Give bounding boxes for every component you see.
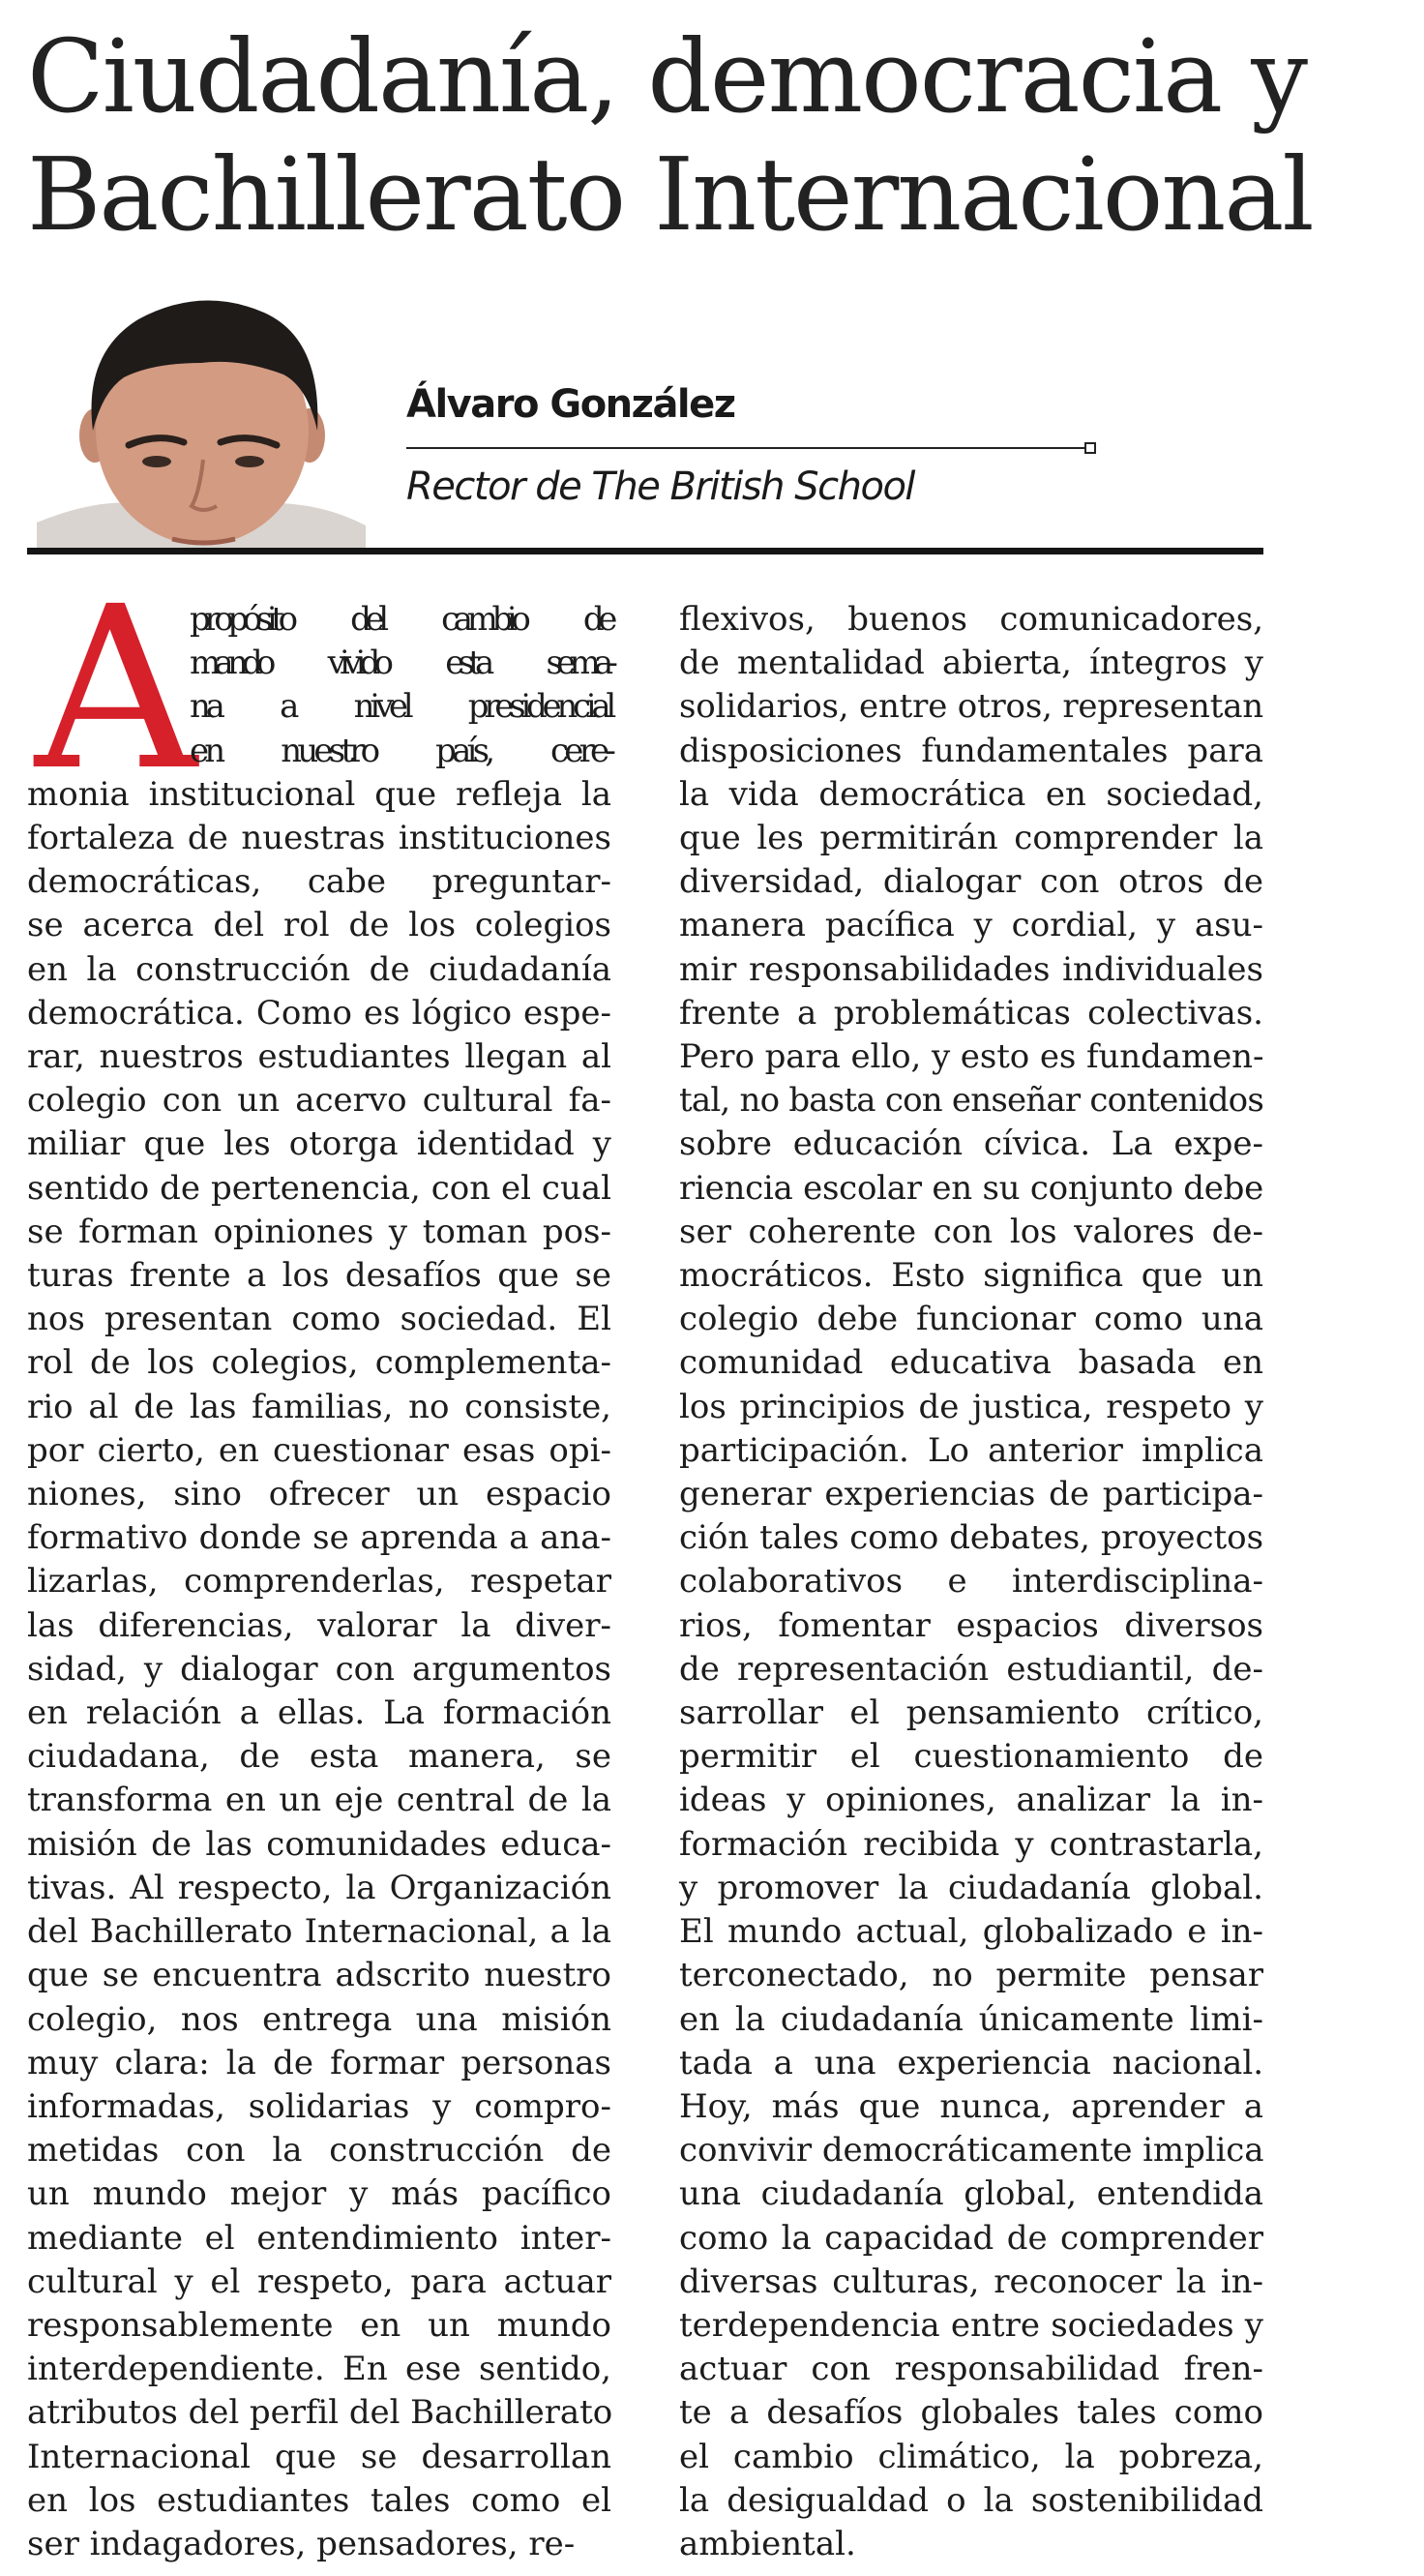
text-line: El mundo actual, globalizado e in- (679, 1912, 1263, 1952)
text-line: una ciudadanía global, entendida (679, 2174, 1263, 2214)
text-line: riencia escolar en su conjunto debe (679, 1168, 1263, 1208)
text-line: frente a problemáticas colectivas. (679, 993, 1263, 1033)
text-line: rio al de las familias, no consiste, (27, 1387, 611, 1426)
text-line: niones, sino ofrecer un espacio (27, 1475, 611, 1514)
text-line: disposiciones fundamentales para (679, 731, 1263, 770)
text-line: na a nivel presidencial (190, 687, 611, 727)
text-line: las diferencias, valorar la diver- (27, 1605, 611, 1645)
text-line: se acerca del rol de los colegios (27, 906, 611, 945)
text-line: que les permitirán comprender la (679, 819, 1263, 858)
text-line: monia institucional que refleja la (27, 774, 611, 814)
text-line: se forman opiniones y toman pos- (27, 1212, 611, 1251)
text-line: sarrollar el pensamiento crítico, (679, 1693, 1263, 1733)
text-line: ser coherente con los valores de- (679, 1212, 1263, 1251)
text-line: colaborativos e interdisciplina- (679, 1562, 1263, 1602)
text-line: generar experiencias de participa- (679, 1475, 1263, 1514)
text-line: nos presentan como sociedad. El (27, 1300, 611, 1339)
text-line: en los estudiantes tales como el (27, 2480, 611, 2520)
text-line: los principios de justica, respeto y (679, 1387, 1263, 1426)
author-divider (406, 447, 1088, 449)
text-line: turas frente a los desafíos que se (27, 1256, 611, 1296)
text-line: diversidad, dialogar con otros de (679, 862, 1263, 902)
text-line: en nuestro país, cere- (190, 731, 611, 770)
text-line: mir responsabilidades individuales (679, 949, 1263, 989)
text-line: ciudadana, de esta manera, se (27, 1737, 611, 1777)
title-line-1: Ciudadanía, democracia y (27, 17, 1306, 135)
text-line: misión de las comunidades educa- (27, 1824, 611, 1864)
text-line: en la construcción de ciudadanía (27, 949, 611, 989)
text-line: un mundo mejor y más pacífico (27, 2174, 611, 2214)
text-line: que se encuentra adscrito nuestro (27, 1956, 611, 1995)
text-line: de representación estudiantil, de- (679, 1649, 1263, 1689)
drop-cap: A (35, 558, 197, 820)
text-line: flexivos, buenos comunicadores, (679, 600, 1263, 639)
text-line: terconectado, no permite pensar (679, 1956, 1263, 1995)
text-line: manera pacífica y cordial, y asu- (679, 906, 1263, 945)
text-line: mando vivido esta sema- (190, 644, 611, 683)
text-line: sentido de pertenencia, con el cual (27, 1168, 611, 1208)
text-line: de mentalidad abierta, íntegros y (679, 644, 1263, 683)
title-line-2: Bachillerato Internacional (27, 135, 1313, 254)
text-line: actuar con responsabilidad fren- (679, 2350, 1263, 2389)
text-line: permitir el cuestionamiento de (679, 1737, 1263, 1777)
text-line: Internacional que se desarrollan (27, 2437, 611, 2476)
text-line: democrática. Como es lógico espe- (27, 993, 611, 1033)
text-line: ción tales como debates, proyectos (679, 1518, 1263, 1558)
text-line: en la ciudadanía únicamente limi- (679, 1999, 1263, 2039)
text-line: colegio debe funcionar como una (679, 1300, 1263, 1339)
text-line: responsablemente en un mundo (27, 2305, 611, 2345)
text-line: diversas culturas, reconocer la in- (679, 2261, 1263, 2301)
text-line: formación recibida y contrastarla, (679, 1824, 1263, 1864)
text-line: democráticas, cabe preguntar- (27, 862, 611, 902)
text-line: del Bachillerato Internacional, a la (27, 1912, 611, 1952)
text-line: tivas. Al respecto, la Organización (27, 1868, 611, 1907)
article-title (27, 17, 1313, 254)
text-line: como la capacidad de comprender (679, 2218, 1263, 2258)
text-line: la desigualdad o la sostenibilidad (679, 2480, 1263, 2520)
text-line: te a desafíos globales tales como (679, 2393, 1263, 2433)
text-line: interdependiente. En ese sentido, (27, 2350, 611, 2389)
text-line: fortaleza de nuestras instituciones (27, 819, 611, 858)
text-line: convivir democráticamente implica (679, 2131, 1264, 2171)
text-line: tada a una experiencia nacional. (679, 2043, 1263, 2082)
text-line: solidarios, entre otros, representan (679, 687, 1263, 727)
text-line: rios, fomentar espacios diversos (679, 1605, 1263, 1645)
text-line: colegio con un acervo cultural fa- (27, 1081, 611, 1121)
text-line: rar, nuestros estudiantes llegan al (27, 1037, 611, 1077)
text-line: mocráticos. Esto significa que un (679, 1256, 1263, 1296)
text-line: propósito del cambio de (190, 600, 611, 639)
text-line: sobre educación cívica. La expe- (679, 1124, 1263, 1164)
author-role: Rector de The British School (406, 464, 915, 509)
article-column-1 (27, 558, 613, 2566)
text-line: colegio, nos entrega una misión (27, 1999, 611, 2039)
text-line: rol de los colegios, complementa- (27, 1343, 611, 1383)
author-photo (37, 285, 366, 552)
text-line: la vida democrática en sociedad, (679, 774, 1263, 814)
text-line: participación. Lo anterior implica (679, 1430, 1263, 1470)
text-line: sidad, y dialogar con argumentos (27, 1649, 611, 1689)
text-line: atributos del perfil del Bachillerato (27, 2393, 613, 2433)
text-line: informadas, solidarias y compro- (27, 2086, 611, 2126)
divider-end-square (1084, 442, 1096, 454)
text-line: Pero para ello, y esto es fundamen- (679, 1037, 1264, 1077)
text-line: por cierto, en cuestionar esas opi- (27, 1430, 611, 1470)
text-line: ideas y opiniones, analizar la in- (679, 1781, 1263, 1820)
text-line: ambiental. (679, 2524, 856, 2563)
text-line: miliar que les otorga identidad y (27, 1124, 611, 1164)
text-line: formativo donde se aprenda a ana- (27, 1518, 611, 1558)
text-line: metidas con la construcción de (27, 2131, 611, 2171)
text-line: cultural y el respeto, para actuar (27, 2261, 611, 2301)
text-line: comunidad educativa basada en (679, 1343, 1263, 1383)
article-column-2 (679, 598, 1263, 2566)
text-line: ser indagadores, pensadores, re- (27, 2524, 576, 2563)
header-rule (27, 548, 1263, 554)
author-name: Álvaro González (406, 382, 735, 427)
text-line: en relación a ellas. La formación (27, 1693, 611, 1733)
text-line: mediante el entendimiento inter- (27, 2218, 611, 2258)
text-line: terdependencia entre sociedades y (679, 2305, 1263, 2345)
text-line: tal, no basta con enseñar contenidos (679, 1081, 1263, 1121)
text-line: y promover la ciudadanía global. (679, 1868, 1263, 1907)
text-line: el cambio climático, la pobreza, (679, 2437, 1263, 2476)
text-line: lizarlas, comprenderlas, respetar (27, 1562, 611, 1602)
text-line: muy clara: la de formar personas (27, 2043, 611, 2082)
text-line: Hoy, más que nunca, aprender a (679, 2086, 1263, 2126)
text-line: transforma en un eje central de la (27, 1781, 611, 1820)
